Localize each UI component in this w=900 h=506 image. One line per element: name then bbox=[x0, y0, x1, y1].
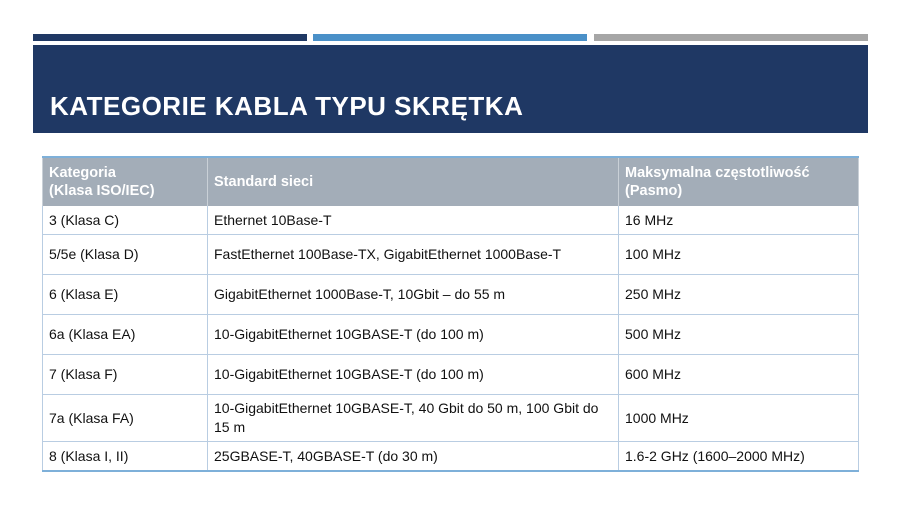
cell-category: 3 (Klasa C) bbox=[43, 206, 208, 235]
cable-categories-table bbox=[42, 156, 859, 472]
accent-bar-gray bbox=[594, 34, 868, 41]
table-header-row bbox=[43, 157, 859, 206]
cell-category: 6 (Klasa E) bbox=[43, 275, 208, 315]
cell-network-standard: FastEthernet 100Base-TX, GigabitEthernet 1000Base-T bbox=[208, 235, 619, 275]
cell-max-frequency: 1000 MHz bbox=[619, 395, 859, 442]
table-row bbox=[43, 206, 859, 235]
cell-max-frequency: 600 MHz bbox=[619, 355, 859, 395]
cell-category: 6a (Klasa EA) bbox=[43, 315, 208, 355]
cell-network-standard: 10-GigabitEthernet 10GBASE-T (do 100 m) bbox=[208, 315, 619, 355]
cell-max-frequency: 500 MHz bbox=[619, 315, 859, 355]
cell-network-standard: 10-GigabitEthernet 10GBASE-T, 40 Gbit do 50 m, 100 Gbit do 15 m bbox=[208, 395, 619, 442]
cell-category: 5/5e (Klasa D) bbox=[43, 235, 208, 275]
cell-category: 7a (Klasa FA) bbox=[43, 395, 208, 442]
accent-bar-dark bbox=[33, 34, 307, 41]
cell-network-standard: 25GBASE-T, 40GBASE-T (do 30 m) bbox=[208, 442, 619, 472]
cell-category: 8 (Klasa I, II) bbox=[43, 442, 208, 472]
cell-network-standard: GigabitEthernet 1000Base-T, 10Gbit – do 55 m bbox=[208, 275, 619, 315]
cell-category: 7 (Klasa F) bbox=[43, 355, 208, 395]
cell-max-frequency: 1.6-2 GHz (1600–2000 MHz) bbox=[619, 442, 859, 472]
table-row bbox=[43, 275, 859, 315]
cell-max-frequency: 16 MHz bbox=[619, 206, 859, 235]
cell-network-standard: Ethernet 10Base-T bbox=[208, 206, 619, 235]
table-body bbox=[43, 206, 859, 471]
header-max-frequency: Maksymalna częstotliwość (Pasmo) bbox=[619, 157, 859, 206]
title-band bbox=[33, 45, 868, 133]
cell-max-frequency: 250 MHz bbox=[619, 275, 859, 315]
cell-max-frequency: 100 MHz bbox=[619, 235, 859, 275]
header-category: Kategoria (Klasa ISO/IEC) bbox=[43, 157, 208, 206]
table-row bbox=[43, 235, 859, 275]
table-row bbox=[43, 442, 859, 472]
accent-bar-blue bbox=[313, 34, 587, 41]
slide-title: KATEGORIE KABLA TYPU SKRĘTKA bbox=[50, 91, 524, 121]
header-network-standard: Standard sieci bbox=[208, 157, 619, 206]
table-row bbox=[43, 355, 859, 395]
table-row bbox=[43, 395, 859, 442]
cell-network-standard: 10-GigabitEthernet 10GBASE-T (do 100 m) bbox=[208, 355, 619, 395]
table-row bbox=[43, 315, 859, 355]
